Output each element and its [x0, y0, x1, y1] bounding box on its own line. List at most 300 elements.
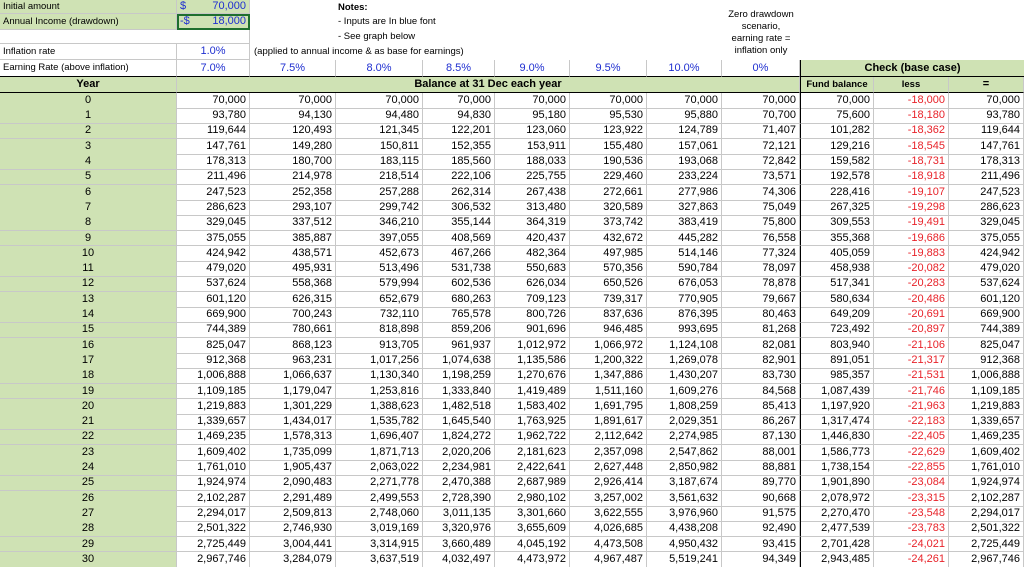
balance-cell[interactable]: 1,905,437	[250, 460, 336, 476]
fund-balance-cell[interactable]: 1,586,773	[800, 445, 874, 461]
balance-cell[interactable]: 225,755	[495, 170, 570, 186]
balance-cell[interactable]: 364,319	[495, 215, 570, 231]
balance-cell[interactable]: 2,294,017	[177, 506, 250, 522]
fund-balance-cell[interactable]: 1,317,474	[800, 414, 874, 430]
year-cell[interactable]: 22	[0, 430, 177, 446]
balance-cell[interactable]: 155,480	[570, 139, 647, 155]
year-cell[interactable]: 20	[0, 399, 177, 415]
balance-cell[interactable]: 2,746,930	[250, 521, 336, 537]
balance-cell[interactable]: 149,280	[250, 139, 336, 155]
balance-cell[interactable]: 277,986	[647, 185, 722, 201]
less-cell[interactable]: -22,405	[874, 430, 949, 446]
balance-cell[interactable]: 818,898	[336, 323, 423, 339]
balance-cell[interactable]: 1,253,816	[336, 384, 423, 400]
balance-cell[interactable]: 272,661	[570, 185, 647, 201]
balance-cell[interactable]: 3,637,519	[336, 552, 423, 567]
balance-cell[interactable]: 479,020	[177, 261, 250, 277]
balance-cell[interactable]: 1,583,402	[495, 399, 570, 415]
less-cell[interactable]: -21,317	[874, 353, 949, 369]
balance-cell[interactable]: 1,763,925	[495, 414, 570, 430]
balance-cell[interactable]: 2,422,641	[495, 460, 570, 476]
balance-cell[interactable]: 652,679	[336, 292, 423, 308]
less-cell[interactable]: -20,486	[874, 292, 949, 308]
balance-cell[interactable]: 257,288	[336, 185, 423, 201]
less-cell[interactable]: -23,783	[874, 521, 949, 537]
fund-balance-cell[interactable]: 129,216	[800, 139, 874, 155]
balance-cell[interactable]: 438,571	[250, 246, 336, 262]
balance-cell[interactable]: 1,347,886	[570, 368, 647, 384]
less-cell[interactable]: -19,686	[874, 231, 949, 247]
year-cell[interactable]: 4	[0, 154, 177, 170]
balance-cell[interactable]: 1,017,256	[336, 353, 423, 369]
balance-cell[interactable]: 2,274,985	[647, 430, 722, 446]
balance-cell[interactable]: 432,672	[570, 231, 647, 247]
balance-cell[interactable]: 93,780	[177, 108, 250, 124]
balance-cell[interactable]: 4,950,432	[647, 537, 722, 553]
balance-cell[interactable]: 70,000	[336, 93, 423, 109]
fund-balance-header[interactable]: Fund balance	[800, 77, 874, 93]
balance-cell[interactable]: 1,200,322	[570, 353, 647, 369]
balance-cell[interactable]: 78,097	[722, 261, 800, 277]
fund-balance-cell[interactable]: 2,477,539	[800, 521, 874, 537]
balance-cell[interactable]: 3,660,489	[423, 537, 495, 553]
balance-cell[interactable]: 72,842	[722, 154, 800, 170]
balance-cell[interactable]: 346,210	[336, 215, 423, 231]
less-cell[interactable]: -24,021	[874, 537, 949, 553]
less-cell[interactable]: -21,746	[874, 384, 949, 400]
balance-cell[interactable]: 1,735,099	[250, 445, 336, 461]
equals-cell[interactable]: 147,761	[949, 139, 1024, 155]
balance-cell[interactable]: 95,180	[495, 108, 570, 124]
balance-cell[interactable]: 1,691,795	[570, 399, 647, 415]
year-cell[interactable]: 6	[0, 185, 177, 201]
balance-cell[interactable]: 1,578,313	[250, 430, 336, 446]
less-cell[interactable]: -18,000	[874, 93, 949, 109]
balance-cell[interactable]: 2,181,623	[495, 445, 570, 461]
equals-cell[interactable]: 2,102,287	[949, 491, 1024, 507]
equals-cell[interactable]: 825,047	[949, 338, 1024, 354]
balance-cell[interactable]: 2,234,981	[423, 460, 495, 476]
initial-amount-label[interactable]: Initial amount	[0, 0, 177, 14]
balance-cell[interactable]: 537,624	[177, 277, 250, 293]
balance-cell[interactable]: 780,661	[250, 323, 336, 339]
balance-cell[interactable]: 680,263	[423, 292, 495, 308]
balance-cell[interactable]: 80,463	[722, 307, 800, 323]
fund-balance-cell[interactable]: 580,634	[800, 292, 874, 308]
balance-cell[interactable]: 123,060	[495, 124, 570, 140]
year-cell[interactable]: 12	[0, 277, 177, 293]
balance-cell[interactable]: 70,000	[177, 93, 250, 109]
balance-cell[interactable]: 1,270,676	[495, 368, 570, 384]
year-cell[interactable]: 30	[0, 552, 177, 567]
equals-cell[interactable]: 2,725,449	[949, 537, 1024, 553]
balance-cell[interactable]: 3,320,976	[423, 521, 495, 537]
balance-cell[interactable]: 188,033	[495, 154, 570, 170]
balance-cell[interactable]: 2,728,390	[423, 491, 495, 507]
balance-cell[interactable]: 1,179,047	[250, 384, 336, 400]
balance-cell[interactable]: 912,368	[177, 353, 250, 369]
balance-cell[interactable]: 320,589	[570, 200, 647, 216]
equals-cell[interactable]: 119,644	[949, 124, 1024, 140]
balance-cell[interactable]: 482,364	[495, 246, 570, 262]
annual-income-input[interactable]	[177, 14, 250, 30]
balance-cell[interactable]: 262,314	[423, 185, 495, 201]
less-cell[interactable]: -21,963	[874, 399, 949, 415]
balance-cell[interactable]: 70,000	[570, 93, 647, 109]
less-cell[interactable]: -19,491	[874, 215, 949, 231]
earning-rate-label[interactable]: Earning Rate (above inflation)	[0, 60, 177, 77]
balance-cell[interactable]: 1,645,540	[423, 414, 495, 430]
balance-cell[interactable]: 94,480	[336, 108, 423, 124]
balance-cell[interactable]: 78,878	[722, 277, 800, 293]
less-cell[interactable]: -21,531	[874, 368, 949, 384]
annual-income-label[interactable]: Annual Income (drawdown)	[0, 14, 177, 30]
balance-cell[interactable]: 178,313	[177, 154, 250, 170]
balance-cell[interactable]: 222,106	[423, 170, 495, 186]
fund-balance-cell[interactable]: 458,938	[800, 261, 874, 277]
balance-cell[interactable]: 94,349	[722, 552, 800, 567]
balance-cell[interactable]: 669,900	[177, 307, 250, 323]
balance-cell[interactable]: 550,683	[495, 261, 570, 277]
balance-cell[interactable]: 214,978	[250, 170, 336, 186]
balance-cell[interactable]: 859,206	[423, 323, 495, 339]
balance-cell[interactable]: 1,066,637	[250, 368, 336, 384]
balance-cell[interactable]: 1,301,229	[250, 399, 336, 415]
balance-cell[interactable]: 1,074,638	[423, 353, 495, 369]
fund-balance-cell[interactable]: 723,492	[800, 323, 874, 339]
equals-cell[interactable]: 479,020	[949, 261, 1024, 277]
balance-cell[interactable]: 558,368	[250, 277, 336, 293]
fund-balance-cell[interactable]: 75,600	[800, 108, 874, 124]
year-cell[interactable]: 0	[0, 93, 177, 109]
equals-cell[interactable]: 375,055	[949, 231, 1024, 247]
balance-cell[interactable]: 185,560	[423, 154, 495, 170]
earning-rate-input[interactable]: 10.0%	[647, 60, 722, 77]
fund-balance-cell[interactable]: 309,553	[800, 215, 874, 231]
less-cell[interactable]: -18,362	[874, 124, 949, 140]
balance-cell[interactable]: 1,511,160	[570, 384, 647, 400]
balance-cell[interactable]: 3,004,441	[250, 537, 336, 553]
balance-cell[interactable]: 3,257,002	[570, 491, 647, 507]
balance-cell[interactable]: 70,000	[722, 93, 800, 109]
balance-cell[interactable]: 570,356	[570, 261, 647, 277]
balance-cell[interactable]: 4,473,508	[570, 537, 647, 553]
equals-cell[interactable]: 601,120	[949, 292, 1024, 308]
less-header[interactable]: less	[874, 77, 949, 93]
balance-cell[interactable]: 2,547,862	[647, 445, 722, 461]
less-cell[interactable]: -22,183	[874, 414, 949, 430]
fund-balance-cell[interactable]: 985,357	[800, 368, 874, 384]
blank-cell[interactable]	[0, 30, 250, 44]
balance-cell[interactable]: 2,357,098	[570, 445, 647, 461]
balance-cell[interactable]: 2,980,102	[495, 491, 570, 507]
balance-cell[interactable]: 267,438	[495, 185, 570, 201]
year-cell[interactable]: 16	[0, 338, 177, 354]
less-cell[interactable]: -18,545	[874, 139, 949, 155]
balance-cell[interactable]: 74,306	[722, 185, 800, 201]
balance-cell[interactable]: 579,994	[336, 277, 423, 293]
balance-cell[interactable]: 1,609,402	[177, 445, 250, 461]
equals-cell[interactable]: 2,294,017	[949, 506, 1024, 522]
fund-balance-cell[interactable]: 2,078,972	[800, 491, 874, 507]
balance-cell[interactable]: 2,291,489	[250, 491, 336, 507]
balance-cell[interactable]: 77,324	[722, 246, 800, 262]
fund-balance-cell[interactable]: 1,197,920	[800, 399, 874, 415]
balance-cell[interactable]: 88,881	[722, 460, 800, 476]
fund-balance-cell[interactable]: 267,325	[800, 200, 874, 216]
balance-cell[interactable]: 445,282	[647, 231, 722, 247]
balance-cell[interactable]: 497,985	[570, 246, 647, 262]
balance-cell[interactable]: 876,395	[647, 307, 722, 323]
balance-cell[interactable]: 147,761	[177, 139, 250, 155]
balance-cell[interactable]: 252,358	[250, 185, 336, 201]
balance-cell[interactable]: 233,224	[647, 170, 722, 186]
balance-cell[interactable]: 1,962,722	[495, 430, 570, 446]
balance-cell[interactable]: 650,526	[570, 277, 647, 293]
balance-cell[interactable]: 299,742	[336, 200, 423, 216]
balance-cell[interactable]: 2,627,448	[570, 460, 647, 476]
balance-cell[interactable]: 94,130	[250, 108, 336, 124]
balance-cell[interactable]: 2,102,287	[177, 491, 250, 507]
balance-cell[interactable]: 329,045	[177, 215, 250, 231]
balance-cell[interactable]: 397,055	[336, 231, 423, 247]
balance-cell[interactable]: 626,315	[250, 292, 336, 308]
balance-cell[interactable]: 93,415	[722, 537, 800, 553]
equals-cell[interactable]: 247,523	[949, 185, 1024, 201]
equals-cell[interactable]: 1,469,235	[949, 430, 1024, 446]
fund-balance-cell[interactable]: 1,446,830	[800, 430, 874, 446]
fund-balance-cell[interactable]: 517,341	[800, 277, 874, 293]
balance-cell[interactable]: 1,198,259	[423, 368, 495, 384]
less-cell[interactable]: -20,897	[874, 323, 949, 339]
balance-cell[interactable]: 95,530	[570, 108, 647, 124]
balance-cell[interactable]: 2,501,322	[177, 521, 250, 537]
balance-cell[interactable]: 95,880	[647, 108, 722, 124]
balance-cell[interactable]: 3,019,169	[336, 521, 423, 537]
fund-balance-cell[interactable]: 1,087,439	[800, 384, 874, 400]
balance-cell[interactable]: 383,419	[647, 215, 722, 231]
balance-cell[interactable]: 2,967,746	[177, 552, 250, 567]
equals-cell[interactable]: 286,623	[949, 200, 1024, 216]
less-cell[interactable]: -20,082	[874, 261, 949, 277]
equals-cell[interactable]: 424,942	[949, 246, 1024, 262]
fund-balance-cell[interactable]: 70,000	[800, 93, 874, 109]
balance-cell[interactable]: 123,922	[570, 124, 647, 140]
balance-cell[interactable]: 1,130,340	[336, 368, 423, 384]
balance-cell[interactable]: 1,482,518	[423, 399, 495, 415]
balance-cell[interactable]: 2,725,449	[177, 537, 250, 553]
balance-cell[interactable]: 837,636	[570, 307, 647, 323]
balance-cell[interactable]: 2,509,813	[250, 506, 336, 522]
equals-cell[interactable]: 93,780	[949, 108, 1024, 124]
balance-cell[interactable]: 293,107	[250, 200, 336, 216]
fund-balance-cell[interactable]: 101,282	[800, 124, 874, 140]
year-cell[interactable]: 15	[0, 323, 177, 339]
balance-cell[interactable]: 5,519,241	[647, 552, 722, 567]
balance-cell[interactable]: 85,413	[722, 399, 800, 415]
balance-cell[interactable]: 901,696	[495, 323, 570, 339]
balance-cell[interactable]: 626,034	[495, 277, 570, 293]
balance-cell[interactable]: 150,811	[336, 139, 423, 155]
balance-cell[interactable]: 3,655,609	[495, 521, 570, 537]
year-cell[interactable]: 18	[0, 368, 177, 384]
balance-cell[interactable]: 86,267	[722, 414, 800, 430]
less-cell[interactable]: -21,106	[874, 338, 949, 354]
equals-cell[interactable]: 1,339,657	[949, 414, 1024, 430]
year-cell[interactable]: 21	[0, 414, 177, 430]
balance-cell[interactable]: 495,931	[250, 261, 336, 277]
balance-cell[interactable]: 4,438,208	[647, 521, 722, 537]
equals-cell[interactable]: 669,900	[949, 307, 1024, 323]
balance-cell[interactable]: 1,012,972	[495, 338, 570, 354]
fund-balance-cell[interactable]: 159,582	[800, 154, 874, 170]
equals-cell[interactable]: 537,624	[949, 277, 1024, 293]
less-cell[interactable]: -23,315	[874, 491, 949, 507]
balance-cell[interactable]: 229,460	[570, 170, 647, 186]
balance-cell[interactable]: 2,850,982	[647, 460, 722, 476]
balance-cell[interactable]: 913,705	[336, 338, 423, 354]
balance-cell[interactable]: 1,609,276	[647, 384, 722, 400]
less-cell[interactable]: -20,691	[874, 307, 949, 323]
balance-cell[interactable]: 247,523	[177, 185, 250, 201]
less-cell[interactable]: -20,283	[874, 277, 949, 293]
balance-cell[interactable]: 94,830	[423, 108, 495, 124]
balance-cell[interactable]: 306,532	[423, 200, 495, 216]
balance-cell[interactable]: 513,496	[336, 261, 423, 277]
balance-cell[interactable]: 408,569	[423, 231, 495, 247]
balance-cell[interactable]: 2,063,022	[336, 460, 423, 476]
balance-cell[interactable]: 124,789	[647, 124, 722, 140]
balance-cell[interactable]: 70,000	[250, 93, 336, 109]
year-cell[interactable]: 1	[0, 108, 177, 124]
fund-balance-cell[interactable]: 228,416	[800, 185, 874, 201]
balance-cell[interactable]: 4,026,685	[570, 521, 647, 537]
earning-rate-input[interactable]: 8.5%	[423, 60, 495, 77]
check-header[interactable]: Check (base case)	[800, 60, 1024, 77]
balance-cell[interactable]: 1,696,407	[336, 430, 423, 446]
balance-cell[interactable]: 961,937	[423, 338, 495, 354]
balance-cell[interactable]: 81,268	[722, 323, 800, 339]
balance-cell[interactable]: 75,049	[722, 200, 800, 216]
balance-cell[interactable]: 122,201	[423, 124, 495, 140]
balance-cell[interactable]: 700,243	[250, 307, 336, 323]
year-header[interactable]: Year	[0, 77, 177, 93]
balance-cell[interactable]: 2,748,060	[336, 506, 423, 522]
year-cell[interactable]: 7	[0, 200, 177, 216]
balance-cell[interactable]: 3,011,135	[423, 506, 495, 522]
equals-cell[interactable]: 1,924,974	[949, 476, 1024, 492]
year-cell[interactable]: 13	[0, 292, 177, 308]
balance-cell[interactable]: 286,623	[177, 200, 250, 216]
balance-cell[interactable]: 1,388,623	[336, 399, 423, 415]
year-cell[interactable]: 24	[0, 460, 177, 476]
balance-cell[interactable]: 119,644	[177, 124, 250, 140]
balance-cell[interactable]: 1,135,586	[495, 353, 570, 369]
balance-cell[interactable]: 1,434,017	[250, 414, 336, 430]
equals-cell[interactable]: 1,219,883	[949, 399, 1024, 415]
balance-cell[interactable]: 121,345	[336, 124, 423, 140]
fund-balance-cell[interactable]: 1,738,154	[800, 460, 874, 476]
balance-cell[interactable]: 3,187,674	[647, 476, 722, 492]
balance-cell[interactable]: 1,066,972	[570, 338, 647, 354]
year-cell[interactable]: 25	[0, 476, 177, 492]
balance-cell[interactable]: 2,470,388	[423, 476, 495, 492]
balance-cell[interactable]: 800,726	[495, 307, 570, 323]
year-cell[interactable]: 26	[0, 491, 177, 507]
balance-cell[interactable]: 3,561,632	[647, 491, 722, 507]
balance-cell[interactable]: 1,124,108	[647, 338, 722, 354]
balance-cell[interactable]: 2,029,351	[647, 414, 722, 430]
earning-rate-input[interactable]: 8.0%	[336, 60, 423, 77]
balance-cell[interactable]: 1,871,713	[336, 445, 423, 461]
year-cell[interactable]: 29	[0, 537, 177, 553]
balance-cell[interactable]: 1,419,489	[495, 384, 570, 400]
balance-cell[interactable]: 602,536	[423, 277, 495, 293]
balance-cell[interactable]: 71,407	[722, 124, 800, 140]
fund-balance-cell[interactable]: 891,051	[800, 353, 874, 369]
balance-cell[interactable]: 211,496	[177, 170, 250, 186]
earning-rate-input[interactable]: 7.0%	[177, 60, 250, 77]
balance-cell[interactable]: 70,700	[722, 108, 800, 124]
balance-cell[interactable]: 385,887	[250, 231, 336, 247]
less-cell[interactable]: -18,731	[874, 154, 949, 170]
balance-cell[interactable]: 739,317	[570, 292, 647, 308]
earning-rate-input[interactable]: 9.5%	[570, 60, 647, 77]
equals-cell[interactable]: 912,368	[949, 353, 1024, 369]
balance-cell[interactable]: 4,473,972	[495, 552, 570, 567]
balance-cell[interactable]: 4,032,497	[423, 552, 495, 567]
equals-cell[interactable]: 1,006,888	[949, 368, 1024, 384]
fund-balance-cell[interactable]: 2,701,428	[800, 537, 874, 553]
year-cell[interactable]: 11	[0, 261, 177, 277]
less-cell[interactable]: -19,107	[874, 185, 949, 201]
balance-cell[interactable]: 2,687,989	[495, 476, 570, 492]
less-cell[interactable]: -24,261	[874, 552, 949, 567]
balance-cell[interactable]: 1,219,883	[177, 399, 250, 415]
balance-cell[interactable]: 1,924,974	[177, 476, 250, 492]
balance-cell[interactable]: 84,568	[722, 384, 800, 400]
balance-cell[interactable]: 3,301,660	[495, 506, 570, 522]
equals-cell[interactable]: 744,389	[949, 323, 1024, 339]
equals-cell[interactable]: 2,501,322	[949, 521, 1024, 537]
less-cell[interactable]: -19,298	[874, 200, 949, 216]
balance-cell[interactable]: 1,891,617	[570, 414, 647, 430]
balance-cell[interactable]: 1,761,010	[177, 460, 250, 476]
balance-cell[interactable]: 732,110	[336, 307, 423, 323]
balance-cell[interactable]: 531,738	[423, 261, 495, 277]
inflation-rate-input[interactable]: 1.0%	[177, 44, 250, 60]
balance-cell[interactable]: 4,967,487	[570, 552, 647, 567]
fund-balance-cell[interactable]: 803,940	[800, 338, 874, 354]
equals-cell[interactable]: 1,609,402	[949, 445, 1024, 461]
balance-cell[interactable]: 765,578	[423, 307, 495, 323]
balance-cell[interactable]: 424,942	[177, 246, 250, 262]
balance-cell[interactable]: 88,001	[722, 445, 800, 461]
balance-cell[interactable]: 190,536	[570, 154, 647, 170]
balance-cell[interactable]: 2,499,553	[336, 491, 423, 507]
balance-cell[interactable]: 193,068	[647, 154, 722, 170]
balance-cell[interactable]: 3,622,555	[570, 506, 647, 522]
year-cell[interactable]: 3	[0, 139, 177, 155]
balance-cell[interactable]: 601,120	[177, 292, 250, 308]
balance-cell[interactable]: 1,469,235	[177, 430, 250, 446]
balance-cell[interactable]: 76,558	[722, 231, 800, 247]
year-cell[interactable]: 10	[0, 246, 177, 262]
balance-cell[interactable]: 355,144	[423, 215, 495, 231]
balance-cell[interactable]: 72,121	[722, 139, 800, 155]
fund-balance-cell[interactable]: 649,209	[800, 307, 874, 323]
less-cell[interactable]: -18,918	[874, 170, 949, 186]
